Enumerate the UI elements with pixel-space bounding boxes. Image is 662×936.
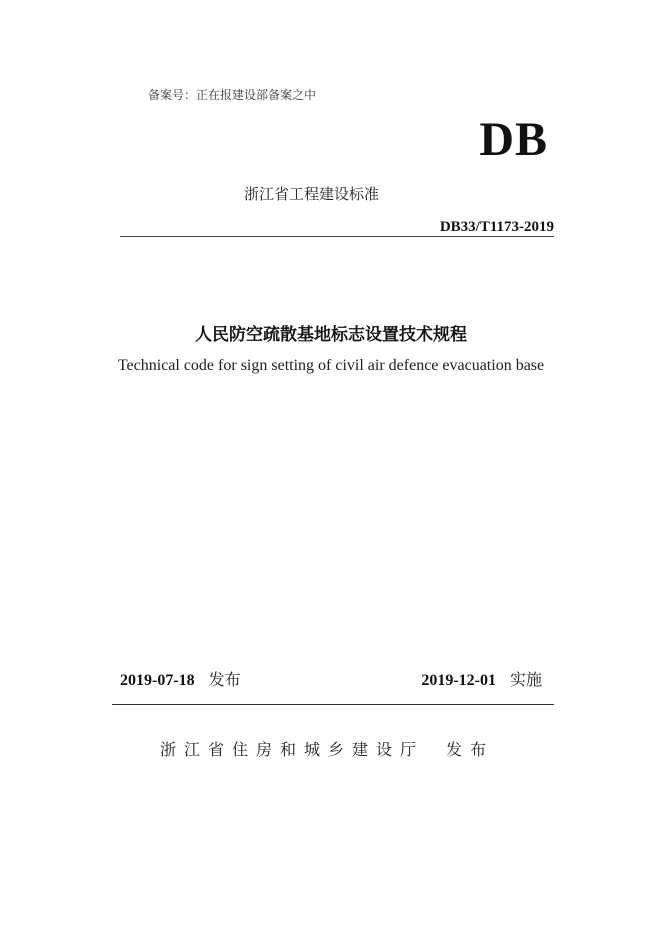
- issuer-name: 浙江省住房和城乡建设厅: [160, 740, 425, 759]
- title-chinese: 人民防空疏散基地标志设置技术规程: [195, 325, 467, 345]
- implementation-label: 实施: [509, 670, 542, 689]
- release-date-line: [120, 667, 241, 690]
- bottom-divider: [112, 704, 554, 705]
- record-number: 备案号：正在报建设部备案之中: [148, 88, 317, 102]
- standard-category: 浙江省工程建设标准: [244, 185, 380, 203]
- issuer-action: 发布: [446, 740, 495, 759]
- issuer-line: [160, 737, 494, 760]
- db-mark: DB: [479, 113, 548, 166]
- implementation-date-line: [421, 667, 542, 690]
- standard-number: DB33/T1173-2019: [439, 219, 554, 235]
- release-label: 发布: [208, 670, 241, 689]
- top-divider: [120, 236, 554, 237]
- title-english: Technical code for sign setting of civil air defence evacuation base: [117, 357, 545, 374]
- release-date: 2019-07-18: [120, 672, 195, 689]
- implementation-date: 2019-12-01: [421, 672, 496, 689]
